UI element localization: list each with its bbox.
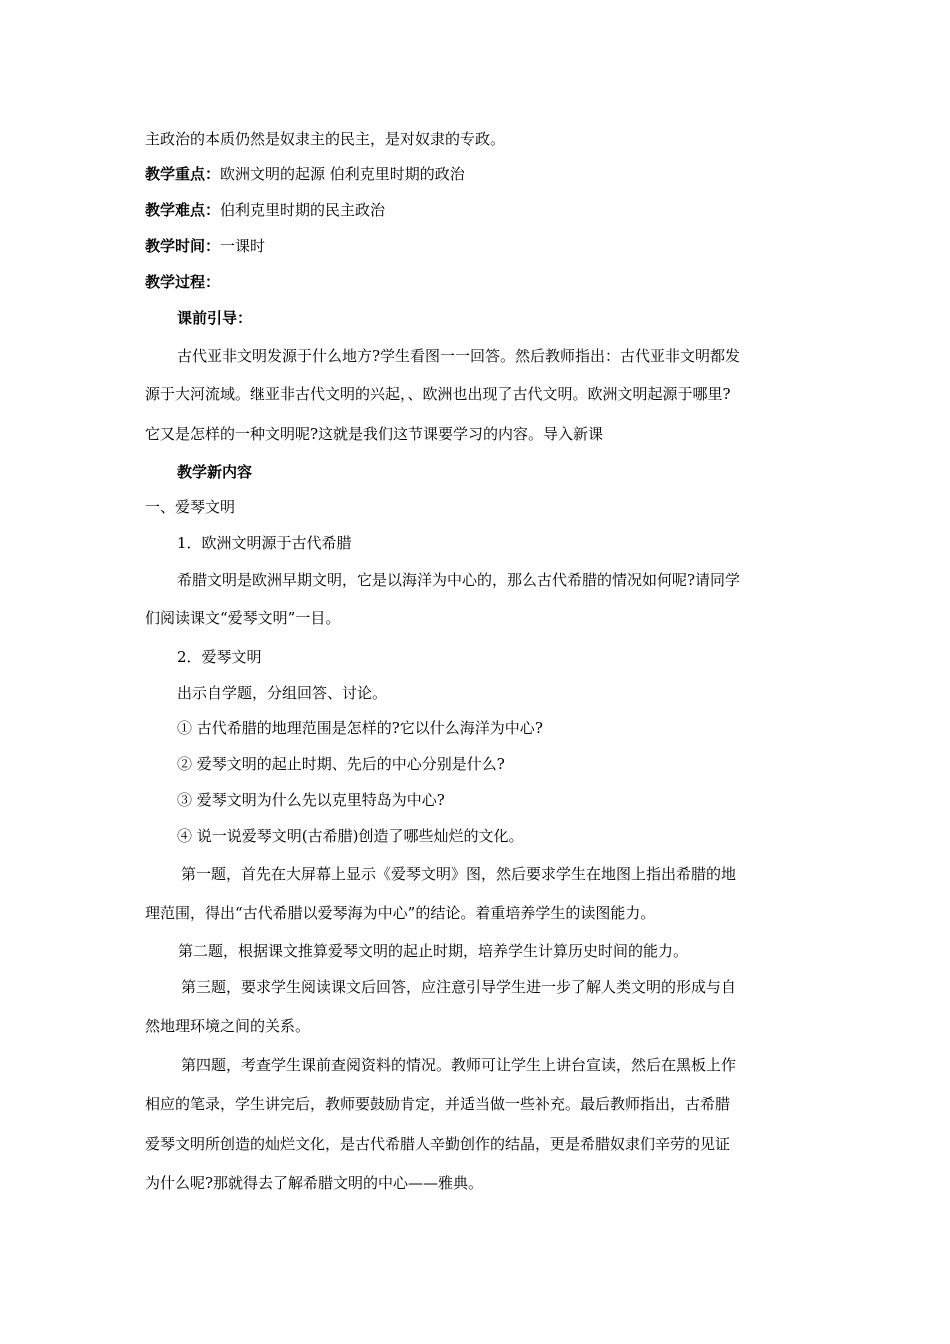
subsection-heading: 1．欧洲文明源于古代希腊 (177, 534, 352, 552)
paragraph-line: 主政治的本质仍然是奴隶主的民主，是对奴隶的专政。 (145, 130, 506, 148)
question-item: ③ 爱琴文明为什么先以克里特岛为中心? (177, 791, 445, 809)
question-item: ② 爱琴文明的起止时期、先后的中心分别是什么? (177, 755, 505, 773)
question-item: ① 古代希腊的地理范围是怎样的?它以什么海洋为中心? (177, 719, 543, 737)
paragraph-line: 希腊文明是欧洲早期文明，它是以海洋为中心的，那么古代希腊的情况如何呢?请同学 (177, 571, 741, 589)
paragraph-line: 然地理环境之间的关系。 (145, 1017, 311, 1035)
paragraph-line: 第四题，考查学生课前查阅资料的情况。教师可让学生上讲台宣读，然后在黑板上作 (181, 1056, 737, 1074)
paragraph-line: 理范围，得出“古代希腊以爱琴海为中心”的结论。着重培养学生的读图能力。 (145, 904, 656, 922)
difficulties-text: 伯利克里时期的民主政治 (220, 201, 386, 219)
subsection-heading: 2．爱琴文明 (177, 648, 262, 666)
difficulties-line (145, 200, 385, 220)
key-points-label: 教学重点： (145, 165, 221, 183)
key-points-line (145, 164, 465, 184)
paragraph-line: 古代亚非文明发源于什么地方?学生看图一一回答。然后教师指出：古代亚非文明都发 (177, 347, 741, 365)
time-text: 一课时 (220, 237, 266, 255)
new-content-heading: 教学新内容 (177, 463, 253, 481)
section-heading: 一、爱琴文明 (145, 498, 236, 516)
paragraph-line: 第二题，根据课文推算爱琴文明的起止时期，培养学生计算历史时间的能力。 (178, 942, 689, 960)
paragraph-line: 们阅读课文“爱琴文明”一目。 (145, 609, 341, 627)
key-points-text: 欧洲文明的起源 伯利克里时期的政治 (220, 165, 465, 183)
paragraph-line: 爱琴文明所创造的灿烂文化，是古代希腊人辛勤创作的结晶，更是希腊奴隶们辛劳的见证 (145, 1135, 731, 1153)
paragraph-line: 相应的笔录，学生讲完后，教师要鼓励肯定，并适当做一些补充。最后教师指出，古希腊 (145, 1095, 731, 1113)
time-label: 教学时间： (145, 237, 221, 255)
process-heading: 教学过程： (145, 273, 221, 291)
difficulties-label: 教学难点： (145, 201, 221, 219)
paragraph-line: 为什么呢?那就得去了解希腊文明的中心——雅典。 (145, 1174, 484, 1192)
question-item: ④ 说一说爱琴文明(古希腊)创造了哪些灿烂的文化。 (177, 827, 524, 845)
paragraph-line: 它又是怎样的一种文明呢?这就是我们这节课要学习的内容。导入新课 (145, 425, 604, 443)
intro-heading: 课前引导： (177, 309, 253, 327)
paragraph-line: 第三题，要求学生阅读课文后回答，应注意引导学生进一步了解人类文明的形成与自 (181, 978, 737, 996)
paragraph-line: 源于大河流域。继亚非古代文明的兴起，、欧洲也出现了古代文明。欧洲文明起源于哪里? (145, 385, 731, 403)
time-line (145, 236, 265, 256)
paragraph-line: 出示自学题，分组回答、讨论。 (177, 684, 388, 702)
paragraph-line: 第一题，首先在大屏幕上显示《爱琴文明》图，然后要求学生在地图上指出希腊的地 (181, 865, 737, 883)
